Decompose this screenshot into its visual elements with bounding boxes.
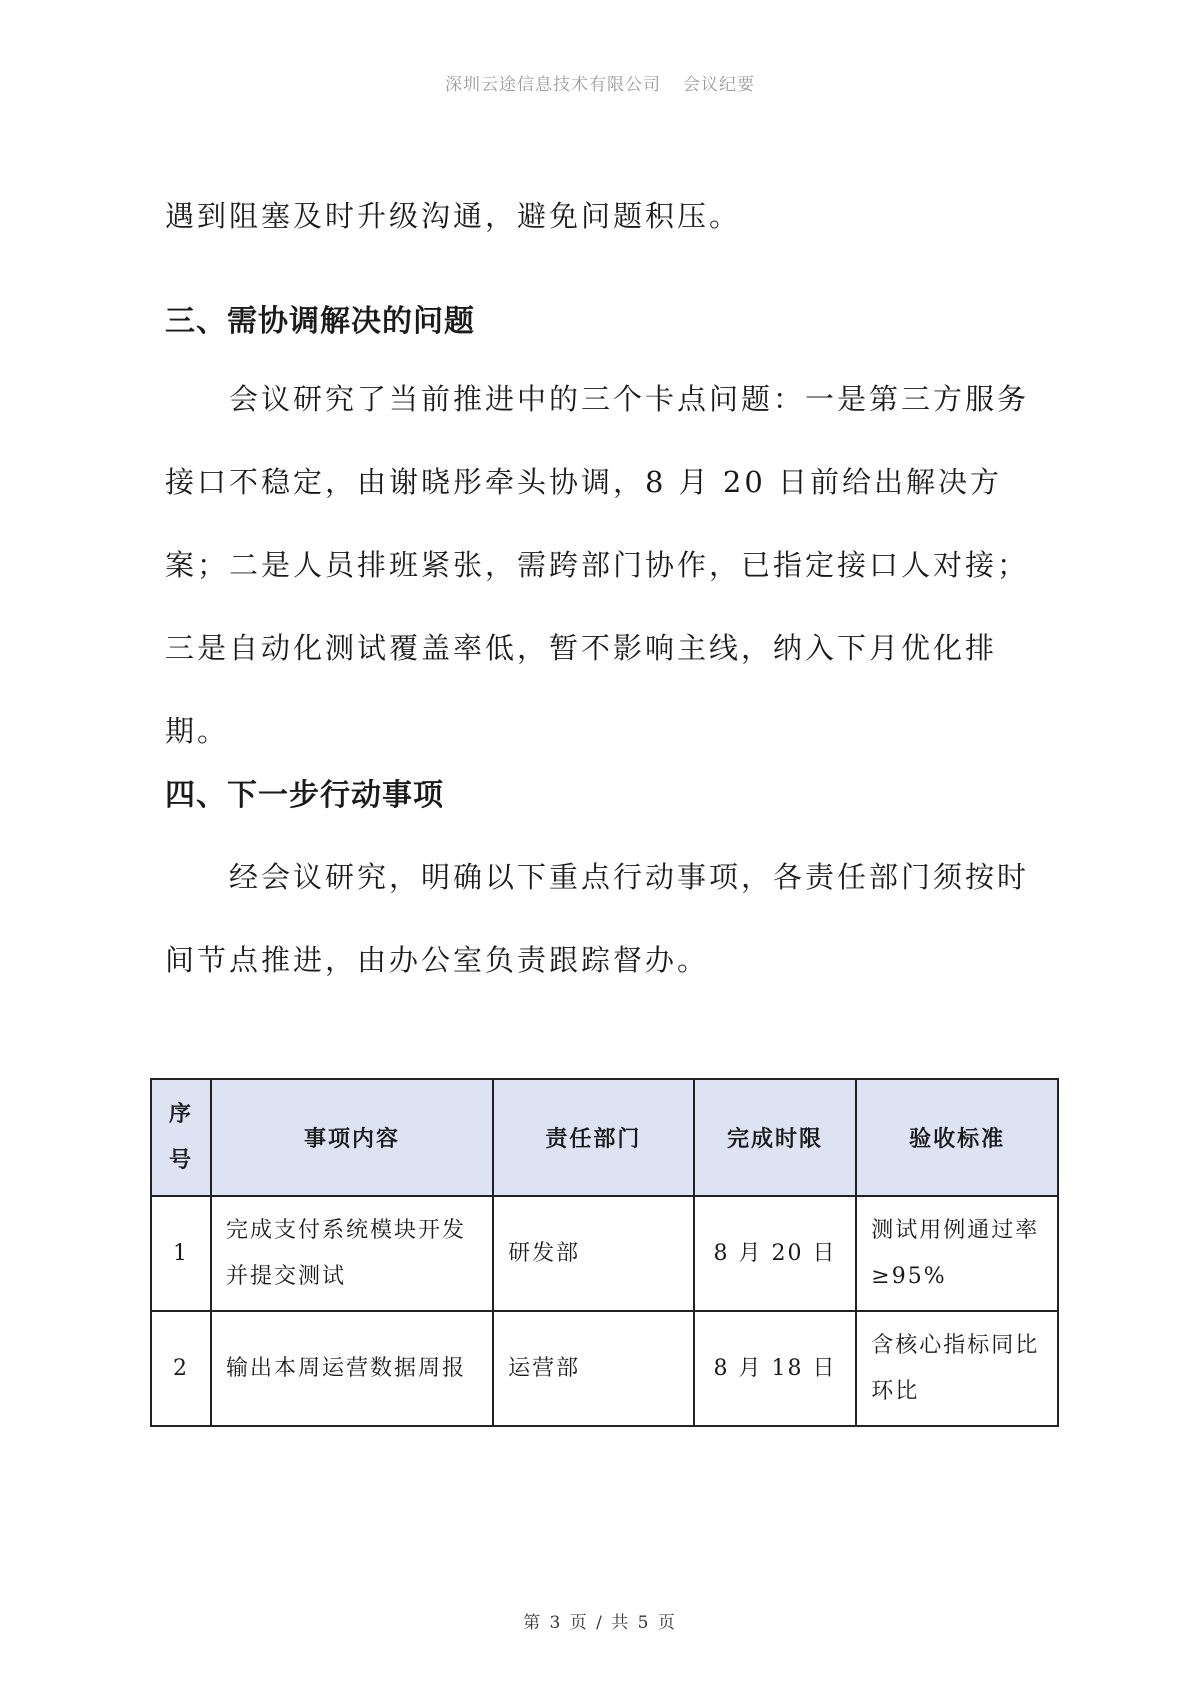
- header-serial: 序号: [151, 1079, 211, 1196]
- page-header: [0, 70, 1200, 95]
- header-department: 责任部门: [493, 1079, 693, 1196]
- table-row: [151, 1311, 1058, 1426]
- cell-deadline: 8 月 20 日: [694, 1196, 857, 1311]
- section-3-paragraph: 会议研究了当前推进中的三个卡点问题：一是第三方服务接口不稳定，由谢晓彤牵头协调，8 月 20 日前给出解决方案；二是人员排班紧张，需跨部门协作，已指定接口人对接；三是自动化测试覆盖率低，暂不影响主线，纳入下月优化排期。: [165, 382, 1030, 748]
- table-row: [151, 1196, 1058, 1311]
- cell-acceptance: 测试用例通过率≥95%: [856, 1196, 1058, 1311]
- continuation-paragraph: 遇到阻塞及时升级沟通，避免问题积压。: [165, 199, 742, 233]
- table-header-row: [151, 1079, 1058, 1196]
- cell-deadline: 8 月 18 日: [694, 1311, 857, 1426]
- section-4-paragraph: 经会议研究，明确以下重点行动事项，各责任部门须按时间节点推进，由办公室负责跟踪督办。: [165, 860, 1030, 977]
- cell-serial: 2: [151, 1311, 211, 1426]
- header-doc-title: 会议纪要: [683, 75, 755, 95]
- cell-serial: 1: [151, 1196, 211, 1311]
- cell-department: 运营部: [493, 1311, 693, 1426]
- cell-item-content: 输出本周运营数据周报: [211, 1311, 493, 1426]
- section-3-heading: 三、需协调解决的问题: [165, 304, 475, 339]
- action-items-table: [150, 1078, 1059, 1427]
- cell-acceptance: 含核心指标同比环比: [856, 1311, 1058, 1426]
- header-deadline: 完成时限: [694, 1079, 857, 1196]
- header-item-content: 事项内容: [211, 1079, 493, 1196]
- header-acceptance: 验收标准: [856, 1079, 1058, 1196]
- cell-department: 研发部: [493, 1196, 693, 1311]
- section-4-heading: 四、下一步行动事项: [165, 778, 444, 813]
- cell-item-content: 完成支付系统模块开发并提交测试: [211, 1196, 493, 1311]
- page-number: 第 3 页 / 共 5 页: [523, 1613, 677, 1633]
- header-company: 深圳云途信息技术有限公司: [445, 75, 661, 95]
